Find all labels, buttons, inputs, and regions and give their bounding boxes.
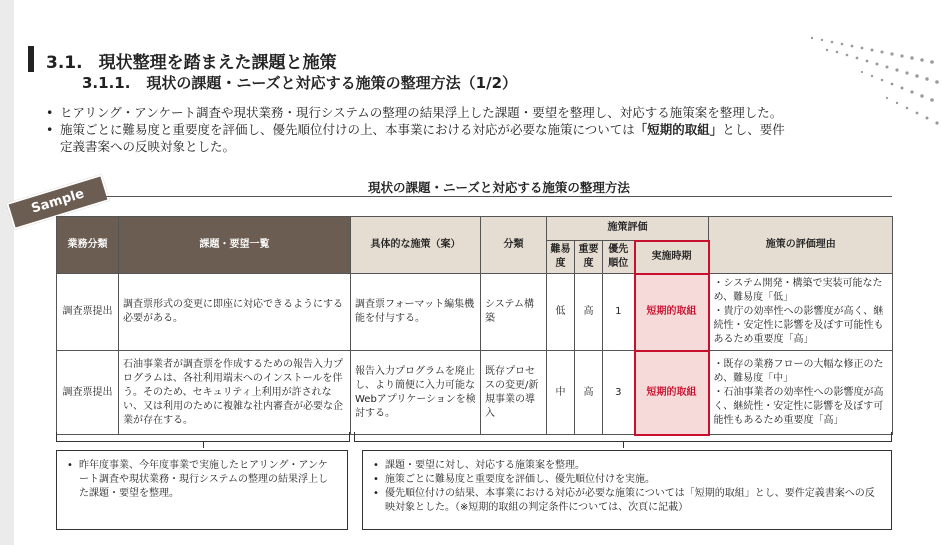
note-text: 施策ごとに難易度と重要度を評価し、優先順位付けを実施。	[385, 474, 655, 485]
note-box-left	[56, 450, 348, 530]
header-difficulty: 難易度	[547, 241, 575, 274]
header-measures: 具体的な施策（案）	[351, 217, 481, 274]
page-left-shade	[0, 0, 14, 545]
cell-measure: 報告入力プログラムを廃止し、より簡便に入力可能なWebアプリケーションを検討する。	[351, 351, 481, 435]
right-brace	[354, 432, 892, 442]
table-title-rule	[106, 196, 892, 197]
cell-timing: 短期的取組	[635, 351, 709, 435]
subsection-number: 3.1.1.	[82, 74, 131, 92]
summary-bullets	[46, 104, 785, 155]
cell-timing: 短期的取組	[635, 274, 709, 351]
note-bullet: • 施策ごとに難易度と重要度を評価し、優先順位付けを実施。	[373, 474, 655, 485]
table-row	[57, 274, 893, 351]
cell-priority: 3	[603, 351, 635, 435]
cell-measure: 調査票フォーマット編集機能を付与する。	[351, 274, 481, 351]
issue-measure-table	[56, 216, 893, 436]
cell-difficulty: 低	[547, 274, 575, 351]
cell-importance: 高	[575, 274, 603, 351]
cell-priority: 1	[603, 274, 635, 351]
cell-classification: 既存プロセスの変更/新規事業の導入	[481, 351, 547, 435]
header-category: 業務分類	[57, 217, 119, 274]
left-brace-tick	[203, 442, 204, 448]
right-brace-tick	[623, 442, 624, 448]
title-accent-bar	[28, 46, 34, 72]
header-evaluation: 施策評価	[547, 217, 709, 241]
header-importance: 重要度	[575, 241, 603, 274]
header-priority: 優先順位	[603, 241, 635, 274]
note-text: 課題・要望に対し、対応する施策案を整理。	[385, 460, 585, 471]
cell-importance: 高	[575, 351, 603, 435]
sample-stamp: Sample	[6, 174, 110, 230]
cell-issue: 調査票形式の変更に即座に対応できるようにする必要がある。	[119, 274, 351, 351]
section-number: 3.1.	[46, 53, 83, 73]
summary-bullet-text: ヒアリング・アンケート調査や現状業務・現行システムの整理の結果浮上した課題・要望を整理し、対応する施策案を整理した。	[60, 105, 783, 120]
summary-bullet-text: とし、要件	[722, 122, 785, 137]
note-box-right	[362, 450, 892, 530]
cell-reason: ・システム開発・構築で実装可能なため、難易度「低」 ・貴庁の効率性への影響度が高く、継続性・安定性に影響を及ぼす可能性もあるため重要度「高」	[709, 274, 893, 351]
note-text: 優先順位付けの結果、本事業における対応が必要な施策については「短期的取組」とし、要件定義書案への反映対象とした。（※短期的取組の判定条件については、次頁に記載）	[385, 488, 875, 513]
header-classification: 分類	[481, 217, 547, 274]
summary-bullet-continuation: 定義書案への反映対象とした。	[60, 139, 236, 154]
header-timing: 実施時期	[635, 241, 709, 274]
header-issues: 課題・要望一覧	[119, 217, 351, 274]
decorative-dot-pattern	[792, 30, 942, 130]
cell-difficulty: 中	[547, 351, 575, 435]
section-heading	[46, 48, 337, 73]
subsection-title: 現状の課題・ニーズと対応する施策の整理方法（1/2）	[146, 74, 518, 92]
note-bullet: • 優先順位付けの結果、本事業における対応が必要な施策については「短期的取組」とし、要件定義書案への反映対象とした。（※短期的取組の判定条件については、次頁に記載）	[373, 487, 881, 515]
section-title: 現状整理を踏まえた課題と施策	[98, 53, 337, 73]
note-bullet: • 昨年度事業、今年度事業で実施したヒアリング・アンケート調査や現状業務・現行システムの整理の結果浮上した課題・要望を整理。	[67, 459, 337, 501]
summary-bullet: • ヒアリング・アンケート調査や現状業務・現行システムの整理の結果浮上した課題・要望を整理し、対応する施策案を整理した。	[46, 105, 783, 120]
cell-reason: ・既存の業務フローの大幅な修正のため、難易度「中」 ・石油事業者の効率性への影響度が高く、継続性・安定性に影響を及ぼす可能性もあるため重要度「高」	[709, 351, 893, 435]
cell-category: 調査票提出	[57, 274, 119, 351]
subsection-heading	[82, 72, 517, 93]
cell-category: 調査票提出	[57, 351, 119, 435]
short-term-emphasis: 「短期的取組」	[634, 122, 723, 137]
summary-bullet: • 施策ごとに難易度と重要度を評価し、優先順位付けの上、本事業における対応が必要な施策については「短期的取組」とし、要件	[46, 122, 785, 137]
cell-classification: システム構築	[481, 274, 547, 351]
left-brace	[56, 432, 350, 442]
cell-issue: 石油事業者が調査票を作成するための報告入力プログラムは、各社利用端末へのインストールを伴う。そのため、セキュリティ上利用が許されない、又は利用のために複雑な社内審査が必要な企業が存在する。	[119, 351, 351, 435]
note-bullet: • 課題・要望に対し、対応する施策案を整理。	[373, 460, 585, 471]
summary-bullet-text: 施策ごとに難易度と重要度を評価し、優先順位付けの上、本事業における対応が必要な施策については	[60, 122, 635, 137]
table-title: 現状の課題・ニーズと対応する施策の整理方法	[368, 180, 630, 195]
table-row	[57, 351, 893, 435]
header-reason: 施策の評価理由	[709, 217, 893, 274]
note-text: 昨年度事業、今年度事業で実施したヒアリング・アンケート調査や現状業務・現行システムの整理の結果浮上した課題・要望を整理。	[79, 460, 328, 499]
